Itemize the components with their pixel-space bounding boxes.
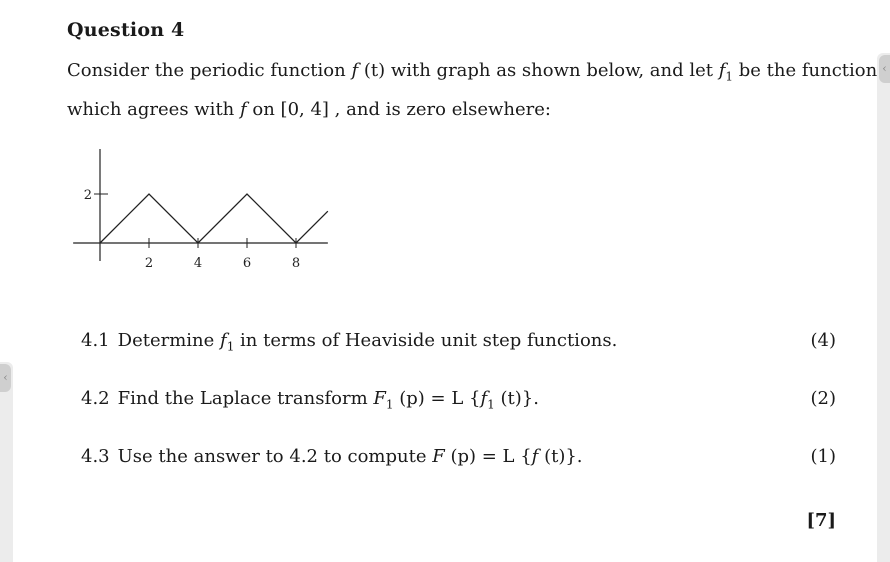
part-4-3: 4.3 Use the answer to 4.2 to compute F (p) = L {f (t)}. bbox=[81, 446, 583, 467]
function-graph bbox=[60, 140, 340, 275]
part-4-2: 4.2 Find the Laplace transform $F_1$ (p) = L {$f_1$ (t)}. bbox=[81, 388, 539, 412]
intro-line-1: Consider the periodic function f (t) with graph as shown below, and let $f_1$ be the function bbox=[67, 60, 878, 84]
left-sidebar-panel bbox=[0, 362, 13, 562]
part-4-3-marks: (1) bbox=[810, 446, 836, 467]
total-marks: [7] bbox=[806, 510, 836, 531]
x-tick-label: 6 bbox=[242, 256, 252, 271]
series-line bbox=[100, 194, 328, 243]
intro-line-2: which agrees with f on [0, 4] , and is zero elsewhere: bbox=[67, 99, 551, 120]
right-sidebar-panel bbox=[877, 53, 890, 562]
x-tick-label: 8 bbox=[291, 256, 301, 271]
x-tick-label: 4 bbox=[193, 256, 203, 271]
left-sidebar-toggle[interactable] bbox=[0, 364, 11, 392]
chevron-left-icon: ‹ bbox=[3, 371, 8, 384]
chevron-left-icon: ‹ bbox=[882, 62, 887, 75]
question-title: Question 4 bbox=[67, 19, 185, 41]
part-4-1: 4.1 Determine $f_1$ in terms of Heaviside unit step functions. bbox=[81, 330, 618, 354]
part-4-2-marks: (2) bbox=[810, 388, 836, 409]
y-tick-label: 2 bbox=[83, 188, 92, 203]
part-4-1-marks: (4) bbox=[810, 330, 836, 351]
x-tick-label: 2 bbox=[144, 256, 154, 271]
right-sidebar-toggle[interactable] bbox=[879, 55, 890, 83]
